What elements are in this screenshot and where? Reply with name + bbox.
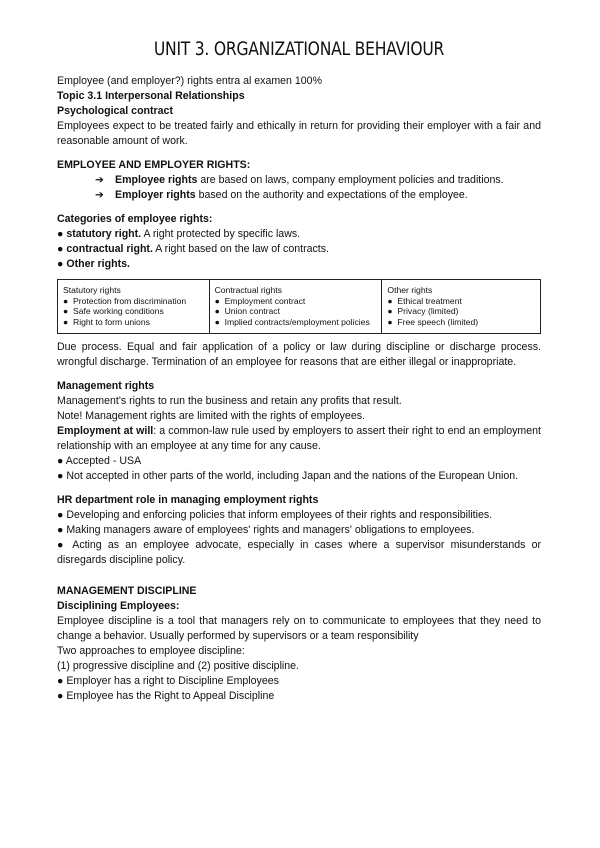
management-rights-heading: Management rights — [57, 380, 155, 392]
bullet-icon: ● — [57, 258, 64, 270]
due-process-text: Due process. Equal and fair application of a policy or law during discipline or discharge process. wrongful discharge. Termination of an employee for reasons that are either illegal or inappropriate. — [57, 341, 541, 368]
cell-item: ● Privacy (limited) — [387, 306, 459, 316]
cell-header: Statutory rights — [63, 285, 121, 295]
bullet-icon: ● — [57, 539, 67, 551]
category-bold: contractual right. — [66, 243, 153, 255]
bullet-icon: ● — [214, 306, 220, 316]
discipline-subheading: Disciplining Employees: — [57, 600, 180, 612]
discipline-bullet: ● Employee has the Right to Appeal Discipline — [57, 690, 275, 702]
bullet-icon: ● — [387, 316, 393, 327]
intro-note: Employee (and employer?) rights entra al examen 100% — [57, 75, 322, 87]
bullet-icon: ● — [63, 316, 69, 327]
bullet-icon: ● — [57, 455, 64, 467]
arrow-icon: ➔ — [95, 174, 104, 186]
eaw-term: Employment at will — [57, 425, 154, 437]
eaw-definition: : a common-law rule used by employers to assert their right to end an employment relationship with an employee at any time for any cause. — [57, 425, 541, 452]
management-rights-note: Note! Management rights are limited with the rights of employees. — [57, 410, 365, 422]
discipline-approaches-detail: (1) progressive discipline and (2) positive discipline. — [57, 660, 300, 672]
discipline-text: Employee discipline is a tool that managers rely on to communicate to employees that they need to change a behavior. Usually performed by supervisors or a team responsibility — [57, 615, 541, 642]
bullet-icon: ● — [387, 295, 393, 306]
bullet-icon: ● — [214, 316, 220, 327]
discipline-approaches: Two approaches to employee discipline: — [57, 645, 245, 657]
cell-item: ● Protection from discrimination — [63, 295, 187, 306]
discipline-bullet: ● Employer has a right to Discipline Employees — [57, 675, 279, 687]
eaw-bullet: ● Accepted - USA — [57, 455, 142, 467]
bullet-icon: ● — [57, 690, 64, 702]
categories-heading: Categories of employee rights: — [57, 213, 213, 225]
cell-header: Other rights — [387, 285, 433, 295]
rights-table — [57, 279, 541, 334]
bullet-icon: ● — [387, 306, 393, 316]
bullet-icon: ● — [57, 509, 64, 521]
category-text: A right protected by specific laws. — [141, 228, 301, 240]
category-bold: statutory right. — [66, 228, 142, 240]
management-rights-line: Management's rights to run the business and retain any profits that result. — [57, 395, 402, 407]
rights-heading: EMPLOYEE AND EMPLOYER RIGHTS: — [57, 159, 251, 171]
hr-heading: HR department role in managing employment rights — [57, 494, 319, 506]
bullet-icon: ● — [57, 470, 64, 482]
rights-item — [57, 173, 541, 188]
arrow-icon: ➔ — [95, 189, 104, 201]
cell-item: ● Safe working conditions — [63, 306, 164, 316]
cell-item: ● Implied contracts/employment policies — [214, 316, 370, 327]
category-item — [57, 242, 541, 257]
rights-item-bold: Employer rights — [115, 189, 196, 201]
bullet-icon: ● — [57, 524, 64, 536]
bullet-icon: ● — [57, 243, 64, 255]
rights-item-text: based on the authority and expectations of the employee. — [195, 189, 468, 201]
category-text: A right based on the law of contracts. — [152, 243, 329, 255]
bullet-icon: ● — [57, 228, 64, 240]
document-page — [57, 38, 541, 704]
employment-at-will — [57, 424, 541, 454]
table-cell-other — [382, 280, 541, 334]
page-title: UNIT 3. ORGANIZATIONAL BEHAVIOUR — [153, 38, 445, 60]
rights-item-text: are based on laws, company employment policies and traditions. — [197, 174, 504, 186]
cell-header: Contractual rights — [214, 285, 282, 295]
rights-item-bold: Employee rights — [115, 174, 198, 186]
bullet-icon: ● — [57, 675, 64, 687]
cell-item: ● Free speech (limited) — [387, 316, 479, 327]
bullet-icon: ● — [214, 295, 220, 306]
discipline-heading: MANAGEMENT DISCIPLINE — [57, 585, 197, 597]
table-cell-statutory — [58, 280, 210, 334]
rights-item — [57, 188, 541, 203]
table-row — [58, 280, 541, 334]
category-item — [57, 257, 541, 272]
eaw-bullet: ● Not accepted in other parts of the world, including Japan and the nations of the European Union. — [57, 470, 519, 482]
bullet-icon: ● — [63, 306, 69, 316]
table-cell-contractual — [209, 280, 382, 334]
cell-item: ● Employment contract — [214, 295, 306, 306]
hr-bullet: ● Making managers aware of employees' rights and managers' obligations to employees. — [57, 524, 475, 536]
cell-item: ● Right to form unions — [63, 316, 150, 327]
hr-bullet: ● Acting as an employee advocate, especially in cases where a supervisor misunderstands or disregards discipline policy. — [57, 539, 542, 566]
psych-heading: Psychological contract — [57, 105, 173, 117]
category-item — [57, 227, 541, 242]
topic-heading: Topic 3.1 Interpersonal Relationships — [57, 90, 245, 102]
psych-text: Employees expect to be treated fairly and ethically in return for providing their employer with a fair and reasonable amount of work. — [57, 120, 541, 147]
cell-item: ● Ethical treatment — [387, 295, 462, 306]
bullet-icon: ● — [63, 295, 69, 306]
hr-bullet: ● Developing and enforcing policies that inform employees of their rights and responsibilities. — [57, 509, 493, 521]
cell-item: ● Union contract — [214, 306, 280, 316]
category-bold: Other rights. — [66, 258, 130, 270]
